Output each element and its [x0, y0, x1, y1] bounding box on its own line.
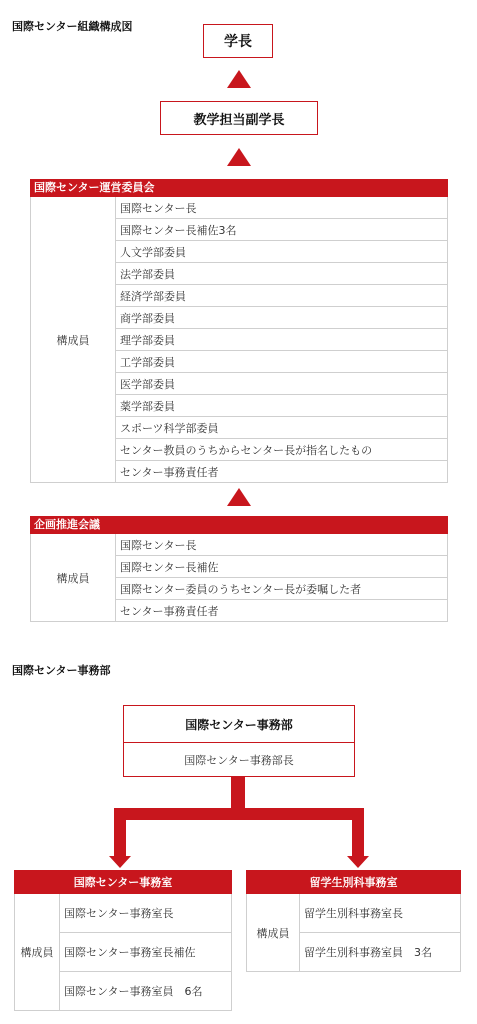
committee-panel — [30, 179, 448, 483]
planning-panel — [30, 516, 448, 622]
president-box — [203, 24, 273, 58]
committee-members — [116, 197, 447, 482]
planning-members — [116, 534, 447, 621]
member-row: 国際センター長補佐3名 — [116, 219, 447, 241]
member-row: センター事務責任者 — [120, 604, 219, 618]
committee-member-label: 構成員 — [31, 197, 116, 482]
arrow-down-right — [347, 856, 369, 868]
member-row: 人文学部委員 — [116, 241, 447, 263]
office-title: 国際センター事務部 — [124, 706, 354, 743]
member-row: 国際センター長補佐 — [116, 556, 447, 578]
planning-title: 企画推進会議 — [30, 516, 448, 534]
planning-member-label: 構成員 — [31, 534, 116, 621]
member-row: 法学部委員 — [116, 263, 447, 285]
office-room-panel — [14, 870, 232, 1011]
office-room-member-label: 構成員 — [15, 894, 60, 1010]
up-arrow-1 — [227, 70, 251, 88]
connector-left-down — [114, 808, 126, 856]
arrow-down-left — [109, 856, 131, 868]
office-head: 国際センター事務部長 — [184, 754, 294, 767]
vice-president-box — [160, 101, 318, 135]
member-row: 医学部委員 — [116, 373, 447, 395]
study-abroad-room-panel — [246, 870, 461, 972]
study-abroad-room-member-label: 構成員 — [247, 894, 300, 971]
member-row: 薬学部委員 — [116, 395, 447, 417]
committee-title: 国際センター運営委員会 — [30, 179, 448, 197]
org-chart-title: 国際センター組織構成図 — [12, 20, 133, 33]
member-row: 留学生別科事務室員 3名 — [304, 946, 432, 959]
member-row: 国際センター事務室長補佐 — [60, 933, 231, 972]
vice-president-label: 教学担当副学長 — [193, 112, 285, 128]
up-arrow-2 — [227, 148, 251, 166]
member-row: センター教員のうちからセンター長が指名したもの — [116, 439, 447, 461]
planning-table — [30, 534, 448, 622]
study-abroad-room-title: 留学生別科事務室 — [246, 870, 461, 894]
committee-table — [30, 197, 448, 483]
member-row: 国際センター事務室員 6名 — [64, 985, 203, 998]
member-row: 留学生別科事務室長 — [300, 894, 460, 933]
office-room-members — [60, 894, 231, 1010]
member-row: 工学部委員 — [116, 351, 447, 373]
office-box — [123, 705, 355, 777]
member-row: 国際センター長 — [116, 534, 447, 556]
study-abroad-room-table — [246, 894, 461, 972]
member-row: 国際センター委員のうちセンター長が委嘱した者 — [116, 578, 447, 600]
up-arrow-3 — [227, 488, 251, 506]
connector-horizontal — [114, 808, 364, 820]
member-row: 理学部委員 — [116, 329, 447, 351]
president-label: 学長 — [224, 34, 252, 50]
member-row: 国際センター長 — [116, 197, 447, 219]
office-room-title: 国際センター事務室 — [14, 870, 232, 894]
study-abroad-room-members — [300, 894, 460, 971]
office-section-title: 国際センター事務部 — [12, 664, 111, 677]
connector-vertical — [231, 777, 245, 810]
member-row: センター事務責任者 — [120, 465, 219, 479]
member-row: スポーツ科学部委員 — [116, 417, 447, 439]
member-row: 経済学部委員 — [116, 285, 447, 307]
member-row: 国際センター事務室長 — [60, 894, 231, 933]
connector-right-down — [352, 808, 364, 856]
office-room-table — [14, 894, 232, 1011]
member-row: 商学部委員 — [116, 307, 447, 329]
